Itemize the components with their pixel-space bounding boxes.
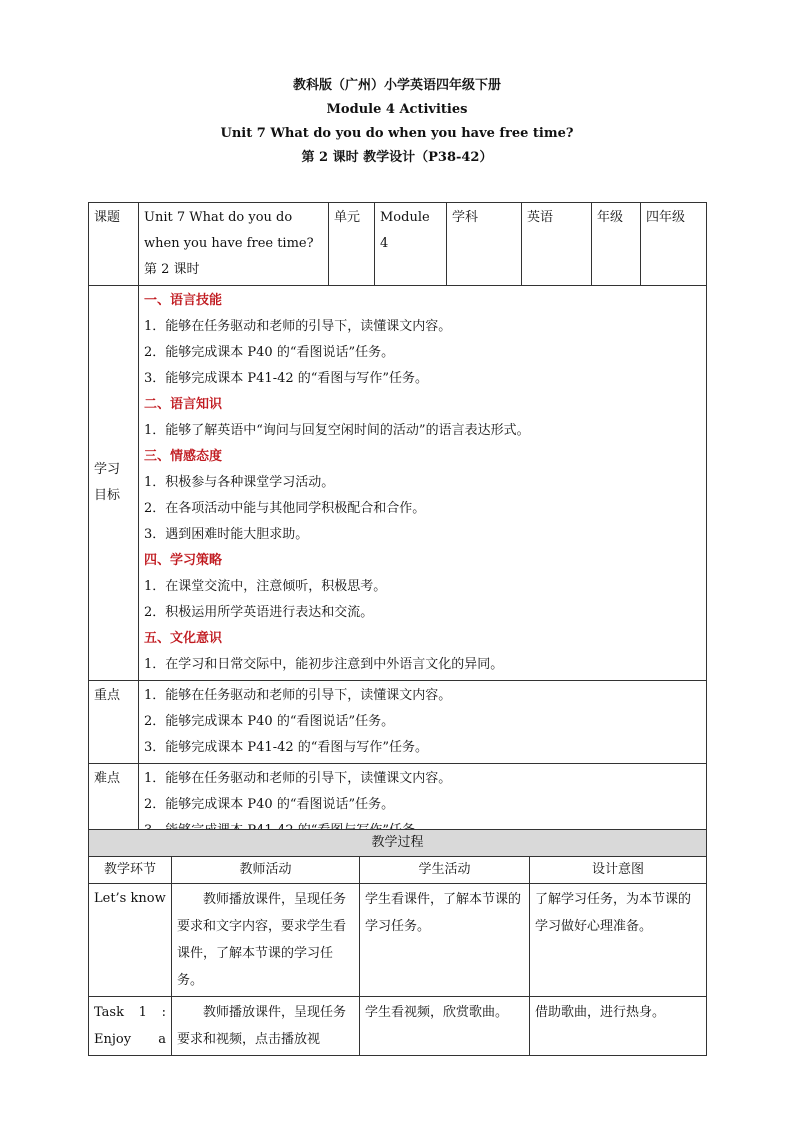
table-row [89,997,707,1056]
section-title: 五、文化意识 [144,631,223,646]
unit-value: Module 4 [375,203,447,286]
list-item: 1．在学习和日常交际中，能初步注意到中外语言文化的异同。 [144,657,504,672]
subject-label: 学科 [447,203,522,286]
doc-lesson: 第 2 课时 教学设计（P38-42） [301,150,493,165]
doc-module: Module 4 Activities [326,102,468,117]
grade-label: 年级 [592,203,641,286]
col-header-teacher: 教师活动 [172,857,360,884]
list-item: 1．能够了解英语中“询问与回复空闲时间的活动”的语言表达形式。 [144,423,530,438]
key-points-content [139,681,707,764]
design-intent-cell: 了解学习任务，为本节课的学习做好心理准备。 [530,884,707,997]
stage-cell: Task 1 : Enjoy a [89,997,172,1056]
list-item: 1．能够在任务驱动和老师的引导下，读懂课文内容。 [144,771,452,786]
subject-value: 英语 [522,203,592,286]
list-item: 2．能够完成课本 P40 的“看图说话”任务。 [144,797,395,812]
difficult-points-label: 难点 [89,764,139,847]
list-item: 2．能够完成课本 P40 的“看图说话”任务。 [144,345,395,360]
section-title: 一、语言技能 [144,293,223,308]
process-title-row [89,830,707,857]
student-activity-cell: 学生看视频，欣赏歌曲。 [360,997,530,1056]
process-title: 教学过程 [89,830,707,857]
list-item: 1．能够在任务驱动和老师的引导下，读懂课文内容。 [144,319,452,334]
list-item: 3．能够完成课本 P41-42 的“看图与写作”任务。 [144,740,429,755]
unit-label: 单元 [329,203,375,286]
stage-cell: Let’s know [89,884,172,997]
col-header-intent: 设计意图 [530,857,707,884]
teacher-activity-cell: 教师播放课件，呈现任务要求和文字内容，要求学生看课件，了解本节课的学习任务。 [172,884,360,997]
objectives-label: 学习 目标 [89,286,139,681]
document-header [0,74,794,170]
doc-title: 教科版（广州）小学英语四年级下册 [292,78,501,93]
teacher-activity-cell: 教师播放课件，呈现任务要求和视频，点击播放视 [172,997,360,1056]
section-title: 二、语言知识 [144,397,223,412]
topic-value: Unit 7 What do you do when you have free time? 第 2 课时 [139,203,329,286]
key-points-label: 重点 [89,681,139,764]
topic-label: 课题 [89,203,139,286]
list-item: 2．积极运用所学英语进行表达和交流。 [144,605,374,620]
list-item: 3．能够完成课本 P41-42 的“看图与写作”任务。 [144,371,429,386]
list-item: 3．遇到困难时能大胆求助。 [144,527,309,542]
objectives-row [89,286,707,681]
list-item: 1．积极参与各种课堂学习活动。 [144,475,335,490]
process-header-row [89,857,707,884]
table-row [89,884,707,997]
lesson-plan-table [88,202,707,847]
section-title: 四、学习策略 [144,553,223,568]
key-points-row [89,681,707,764]
student-activity-cell: 学生看课件，了解本节课的学习任务。 [360,884,530,997]
section-title: 三、情感态度 [144,449,223,464]
col-header-stage: 教学环节 [89,857,172,884]
list-item: 1．能够在任务驱动和老师的引导下，读懂课文内容。 [144,688,452,703]
doc-unit: Unit 7 What do you do when you have free time? [220,126,574,141]
objectives-content [139,286,707,681]
list-item: 2．能够完成课本 P40 的“看图说话”任务。 [144,714,395,729]
list-item: 2．在各项活动中能与其他同学积极配合和合作。 [144,501,426,516]
grade-value: 四年级 [641,203,707,286]
col-header-student: 学生活动 [360,857,530,884]
teaching-process-table [88,829,707,1056]
design-intent-cell: 借助歌曲，进行热身。 [530,997,707,1056]
list-item: 1．在课堂交流中，注意倾听，积极思考。 [144,579,387,594]
meta-row [89,203,707,286]
